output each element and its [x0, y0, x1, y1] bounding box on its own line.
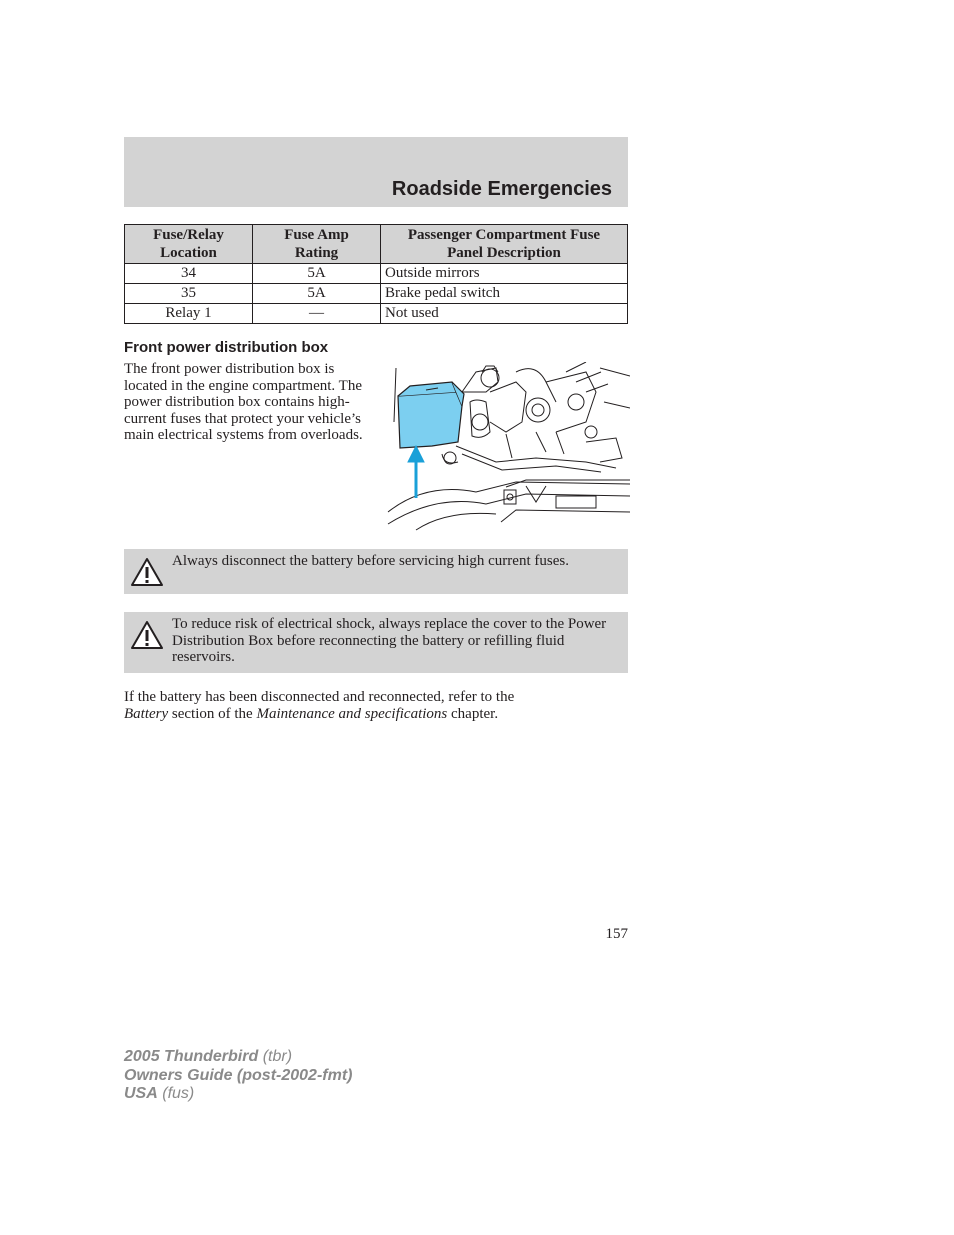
table-row [125, 264, 628, 284]
battery-reference: Battery [124, 705, 169, 722]
cell-description: Brake pedal switch [381, 284, 628, 304]
cell-location: Relay 1 [125, 304, 253, 324]
fuse-table [124, 224, 628, 324]
cell-amp: — [253, 304, 381, 324]
warning-text: To reduce risk of electrical shock, always replace the cover to the Power Distribution Box before reconnecting the battery or refilling fluid reservoirs. [172, 616, 607, 665]
cell-location: 34 [125, 264, 253, 284]
table-row [125, 304, 628, 324]
warning-box-shock [124, 612, 628, 673]
warning-box-battery [124, 549, 628, 594]
warning-triangle-icon [130, 619, 164, 651]
cell-location: 35 [125, 284, 253, 304]
table-row [125, 284, 628, 304]
cell-amp: 5A [253, 264, 381, 284]
engine-compartment-illustration [386, 362, 630, 532]
section-heading: Front power distribution box [124, 339, 329, 356]
closing-paragraph: If the battery has been disconnected and reconnected, refer to the Battery section of the Maintenance and specifications chapter. [124, 689, 515, 722]
document-footer: 2005 Thunderbird (tbr) Owners Guide (post-2002-fmt) USA (fus) [124, 1048, 353, 1102]
header-location: Fuse/Relay Location [125, 225, 253, 264]
header-amp-rating: Fuse Amp Rating [253, 225, 381, 264]
page-number: 157 [605, 926, 628, 942]
warning-triangle-icon [130, 556, 164, 588]
fuse-table-header-row [125, 225, 628, 264]
header-band [124, 137, 628, 207]
warning-text: Always disconnect the battery before servicing high current fuses. [172, 553, 569, 569]
intro-paragraph: The front power distribution box is located in the engine compartment. The power distribution box contains high-current fuses that protect your vehicle’s main electrical systems from overloads. [124, 361, 363, 443]
cell-description: Outside mirrors [381, 264, 628, 284]
chapter-reference: Maintenance and specifications [256, 705, 448, 722]
cell-amp: 5A [253, 284, 381, 304]
cell-description: Not used [381, 304, 628, 324]
header-description: Passenger Compartment Fuse Panel Description [381, 225, 628, 264]
section-title: Roadside Emergencies [391, 178, 612, 200]
